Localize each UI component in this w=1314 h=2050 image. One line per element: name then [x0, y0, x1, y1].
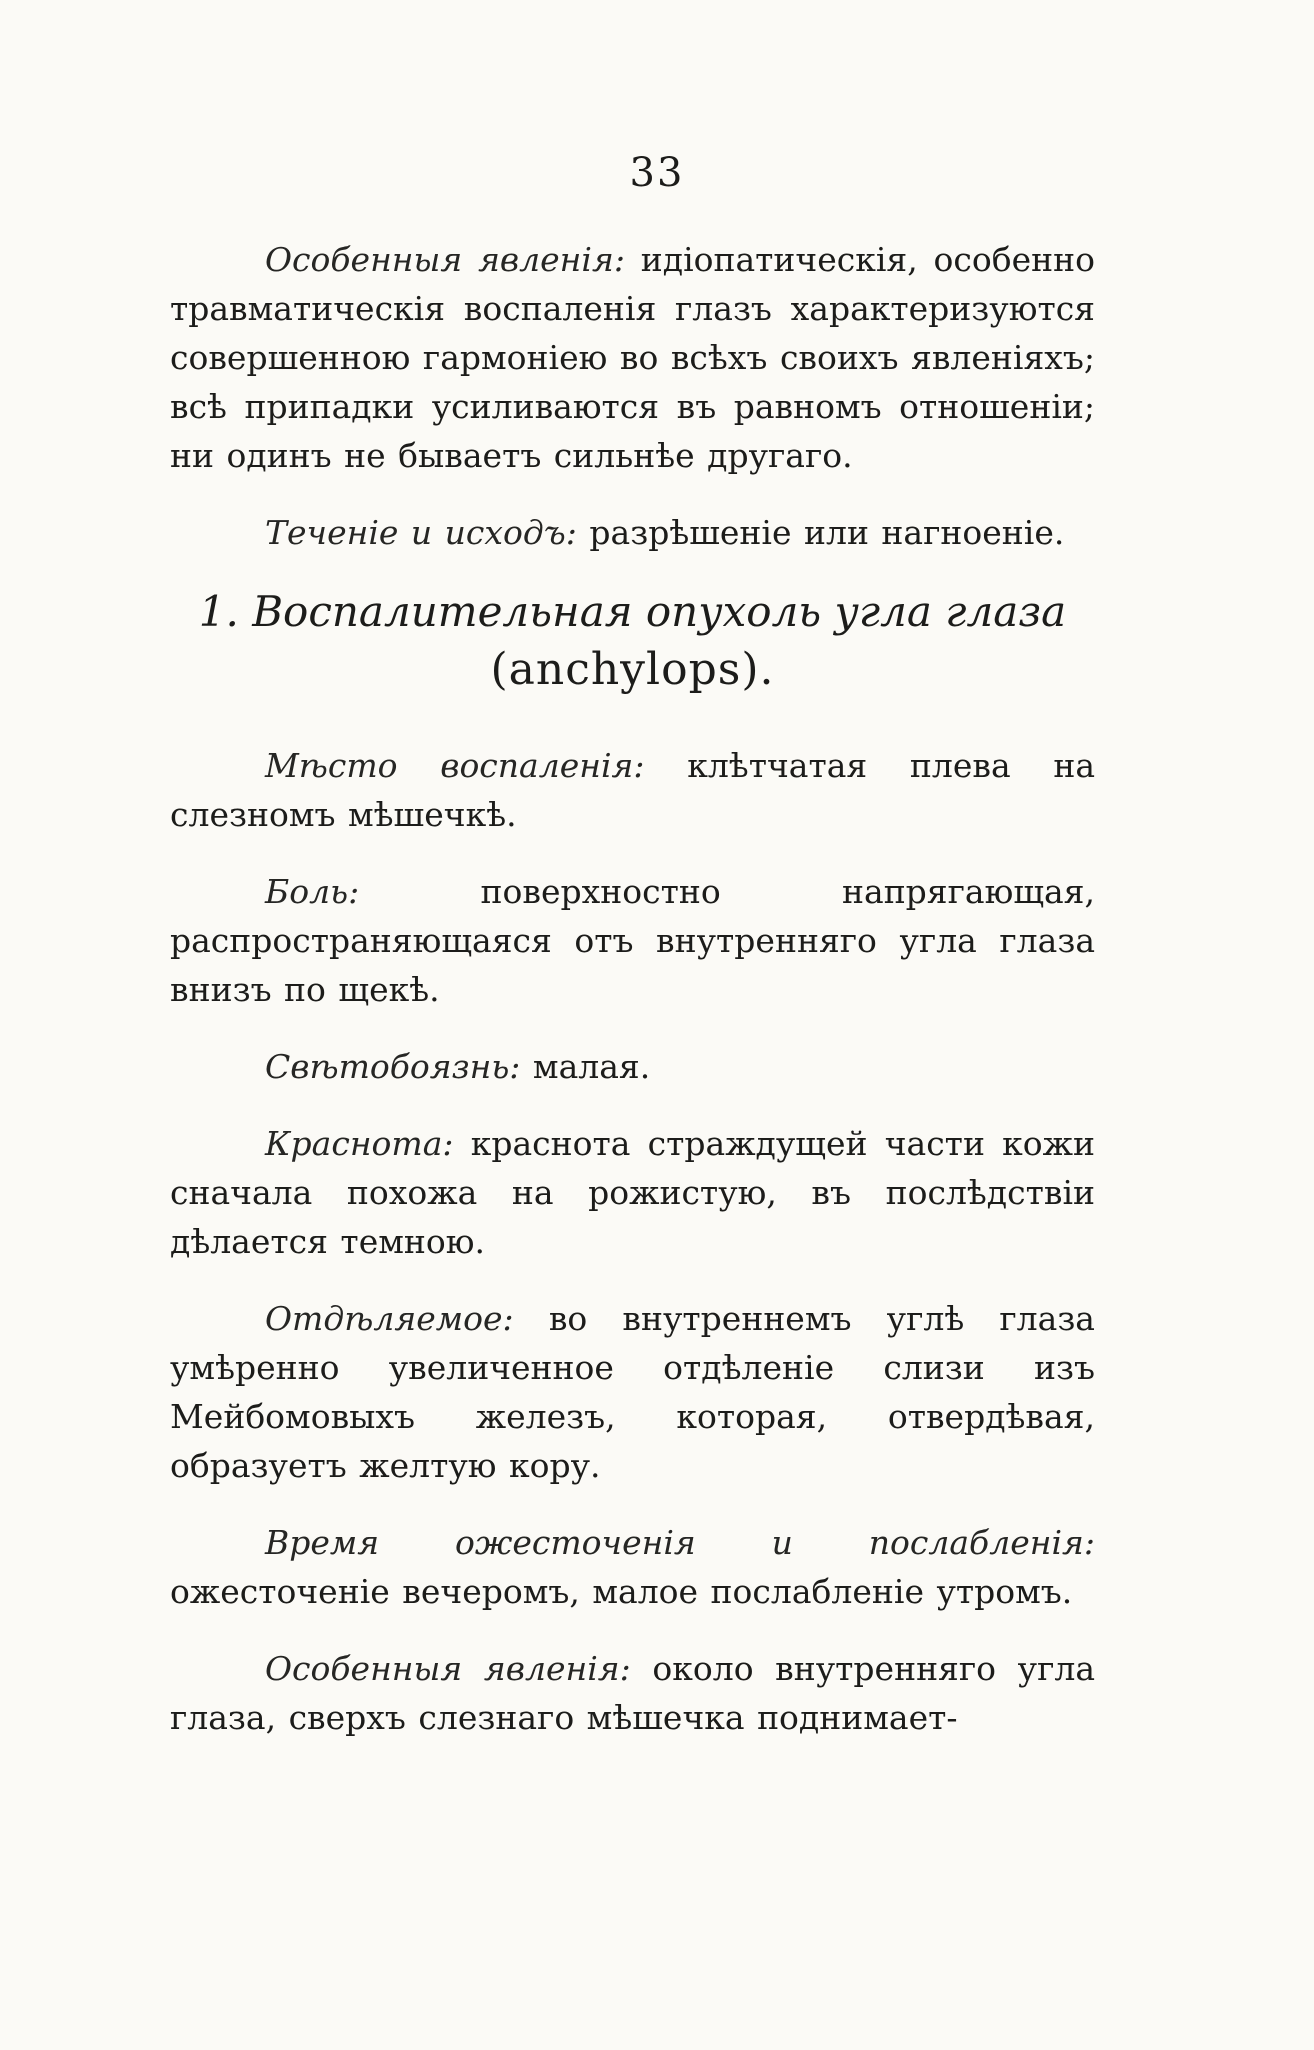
paragraph-lead: Отдѣляемое:	[265, 1299, 514, 1338]
paragraph-lead: Краснота:	[265, 1124, 454, 1163]
paragraph-lead: Боль:	[265, 872, 360, 911]
paragraph-location	[170, 741, 1095, 839]
paragraph-course-outcome	[170, 508, 1095, 557]
heading-spacer	[170, 711, 1095, 741]
paragraph-lead: Особенныя явленія:	[265, 240, 625, 279]
paragraph-text: краснота страждущей части кожи сначала похожа на рожистую, въ послѣдствіи дѣлается темною.	[170, 1124, 1095, 1261]
paragraph-photophobia	[170, 1042, 1095, 1091]
paragraph-text: малая.	[520, 1047, 651, 1086]
paragraph-pain	[170, 867, 1095, 1014]
paragraph-lead: Время ожесточенія и послабленія:	[265, 1523, 1095, 1562]
paragraph-lead: Свѣтобоязнь:	[265, 1047, 521, 1086]
paragraph-text: поверхностно напрягающая, распространяющаяся отъ внутренняго угла глаза внизъ по щекѣ.	[170, 872, 1095, 1009]
section-latin-term: (anchylops).	[490, 644, 775, 695]
paragraph-lead: Теченіе и исходъ:	[265, 513, 577, 552]
paragraph-text: разрѣшеніе или нагноеніе.	[576, 513, 1065, 552]
paragraph-text: около внутренняго угла глаза, сверхъ слезнаго мѣшечка поднимает-	[170, 1649, 1095, 1737]
paragraph-redness	[170, 1119, 1095, 1266]
page-body	[170, 235, 1095, 1770]
paragraph-exacerbation	[170, 1518, 1095, 1616]
paragraph-lead: Мѣсто воспаленія:	[265, 746, 645, 785]
paragraph-text: идіопатическія, особенно травматическія воспаленія глазъ характеризуются совершенною гармоніею во всѣхъ своихъ явленіяхъ; всѣ припадки усиливаются въ равномъ отношеніи; ни одинъ не бываетъ сильнѣе другаго.	[170, 240, 1096, 475]
section-title: 1. Воспалительная опухоль угла глаза	[198, 587, 1067, 636]
paragraph-special-phenomena-2	[170, 1644, 1095, 1742]
paragraph-text: клѣтчатая плева на слезномъ мѣшечкѣ.	[170, 746, 1095, 834]
paragraph-special-phenomena	[170, 235, 1095, 480]
paragraph-discharge	[170, 1294, 1095, 1490]
section-heading	[170, 585, 1095, 697]
paragraph-text: во внутреннемъ углѣ глаза умѣренно увеличенное отдѣленіе слизи изъ Мейбомовыхъ железъ, которая, отвердѣвая, образуетъ желтую кору.	[170, 1299, 1095, 1485]
page-number: 33	[629, 150, 685, 196]
paragraph-text: ожесточеніе вечеромъ, малое послабленіе утромъ.	[170, 1572, 1073, 1611]
paragraph-lead: Особенныя явленія:	[265, 1649, 631, 1688]
